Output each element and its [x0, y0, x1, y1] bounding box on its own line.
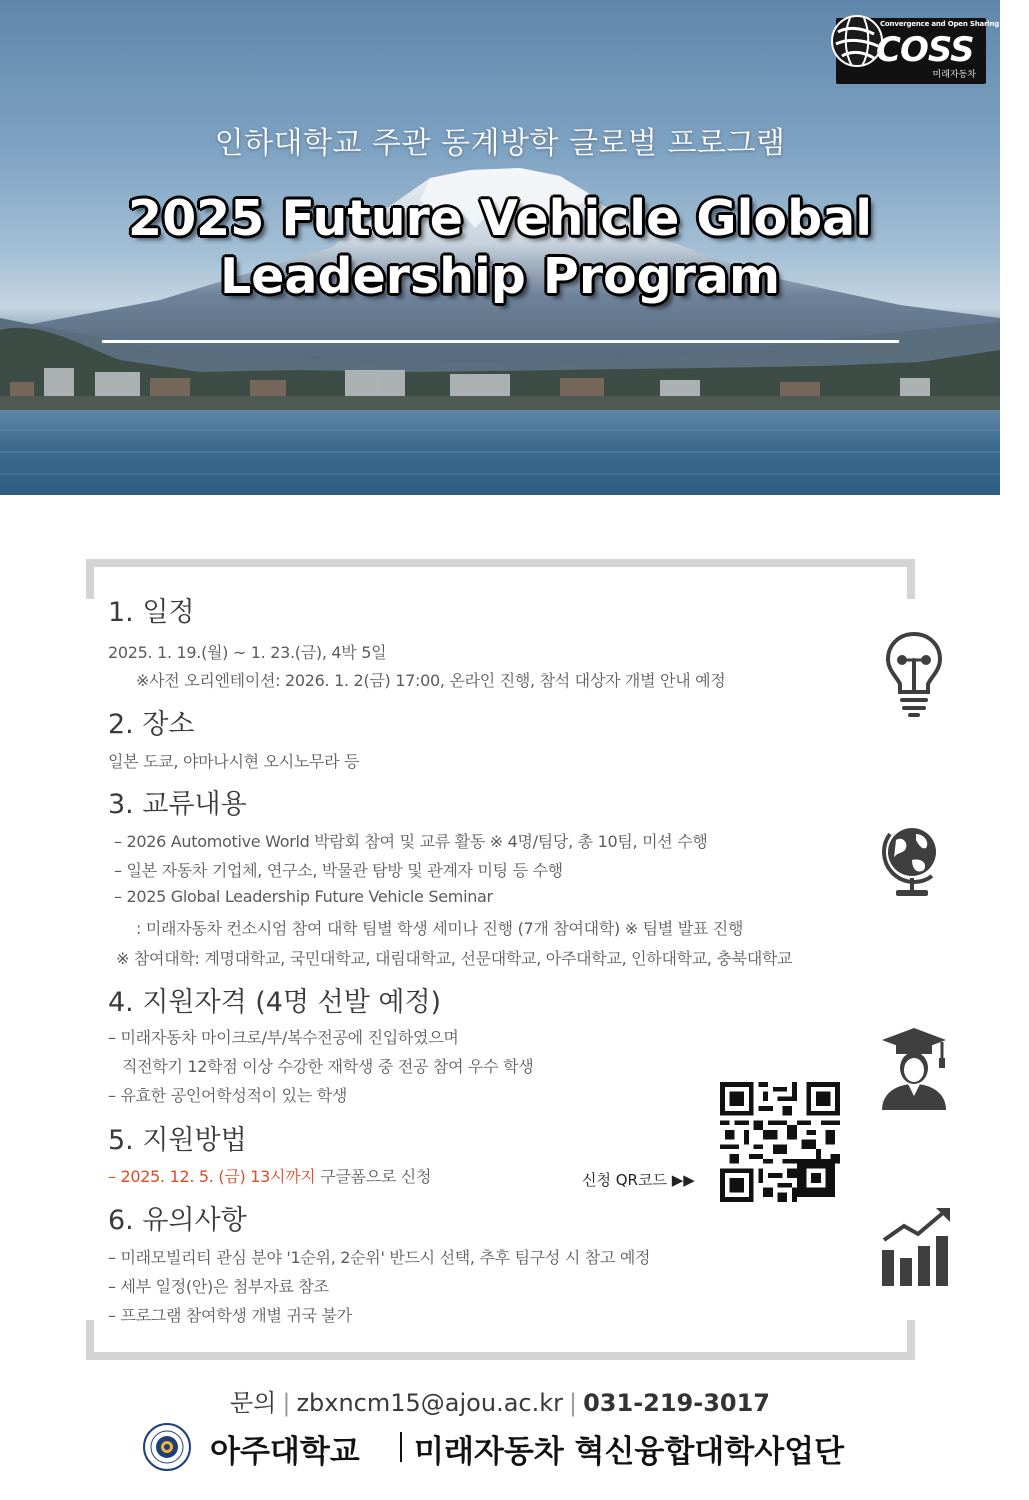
organization-name: 미래자동차 혁신융합대학사업단 [414, 1434, 845, 1470]
section-heading-eligibility: 4. 지원자격 (4명 선발 예정) [108, 987, 442, 1018]
orientation-note: ※사전 오리엔테이션: 2026. 1. 2(금) 17:00, 온라인 진행, 참석 대상자 개별 안내 예정 [136, 671, 726, 690]
eligibility-line: – 유효한 공인어학성적이 있는 학생 [108, 1086, 348, 1105]
globe-icon [882, 820, 946, 898]
hero-banner [0, 0, 1029, 495]
footer [142, 1422, 862, 1472]
section-heading-application: 5. 지원방법 [108, 1125, 247, 1156]
contact-phone[interactable]: 031-219-3017 [583, 1389, 771, 1417]
program-subtitle: 인하대학교 주관 동계방학 글로벌 프로그램 [214, 126, 786, 161]
application-qr-code[interactable] [720, 1082, 840, 1202]
application-dash: – [108, 1167, 121, 1186]
activity-line: : 미래자동차 컨소시엄 참여 대학 팀별 학생 세미나 진행 (7개 참여대학) ※ 팀별 발표 진행 [136, 919, 744, 938]
section-heading-location: 2. 장소 [108, 709, 195, 740]
notes-line: – 프로그램 참여학생 개별 귀국 불가 [108, 1306, 352, 1325]
title-divider [102, 340, 899, 343]
logo-tagline: Convergence and Open Sharing System [880, 20, 1029, 28]
section-heading-schedule: 1. 일정 [108, 597, 195, 628]
lightbulb-icon [882, 630, 946, 718]
graduate-icon [880, 1026, 948, 1110]
program-title [0, 190, 1000, 306]
eligibility-line: 직전학기 12학점 이상 수강한 재학생 중 전공 참여 우수 학생 [122, 1057, 534, 1076]
contact-line: 문의 | zbxncm15@ajou.ac.kr | 031-219-3017 [229, 1389, 771, 1417]
location-line: 일본 도쿄, 야마나시현 오시노무라 등 [108, 752, 360, 771]
schedule-line: 2025. 1. 19.(월) ~ 1. 23.(금), 4박 5일 [108, 643, 387, 662]
application-line [108, 1164, 431, 1187]
frame-top-bracket [86, 559, 915, 599]
footer-divider [400, 1432, 402, 1462]
coss-logo [828, 12, 1029, 84]
university-name: 아주대학교 [210, 1434, 360, 1470]
frame-bottom-bracket [86, 1320, 915, 1360]
title-line-2: Leadership Program [219, 248, 781, 305]
participating-universities: ※ 참여대학: 계명대학교, 국민대학교, 대림대학교, 선문대학교, 아주대학교, 인하대학교, 충북대학교 [116, 949, 793, 968]
title-line-1: 2025 Future Vehicle Global [127, 190, 873, 247]
university-seal-icon [142, 1422, 192, 1472]
notes-line: – 미래모빌리티 관심 분야 '1순위, 2순위' 반드시 선택, 추후 팀구성 시 참고 예정 [108, 1248, 651, 1267]
growth-chart-icon [880, 1206, 952, 1286]
activity-line: – 2025 Global Leadership Future Vehicle Seminar [114, 887, 493, 906]
section-heading-activities: 3. 교류내용 [108, 789, 247, 820]
application-deadline: 2025. 12. 5. (금) 13시까지 [120, 1167, 316, 1186]
contact-label: 문의 [229, 1389, 277, 1417]
contact-email[interactable]: zbxncm15@ajou.ac.kr [296, 1389, 563, 1417]
qr-code-label: 신청 QR코드 ▶▶ [582, 1171, 695, 1189]
activity-line: – 일본 자동차 기업체, 연구소, 박물관 탐방 및 관계자 미팅 등 수행 [114, 861, 563, 880]
notes-line: – 세부 일정(안)은 첨부자료 참조 [108, 1277, 329, 1296]
activity-line: – 2026 Automotive World 박람회 참여 및 교류 활동 ※ 4명/팀당, 총 10팀, 미션 수행 [114, 832, 708, 851]
section-heading-notes: 6. 유의사항 [108, 1205, 247, 1236]
logo-wordmark: COSS [876, 30, 974, 70]
eligibility-line: – 미래자동차 마이크로/부/복수전공에 진입하였으며 [108, 1028, 459, 1047]
application-method: 구글폼으로 신청 [315, 1167, 432, 1186]
logo-subtext: 미래자동차 [932, 70, 976, 80]
